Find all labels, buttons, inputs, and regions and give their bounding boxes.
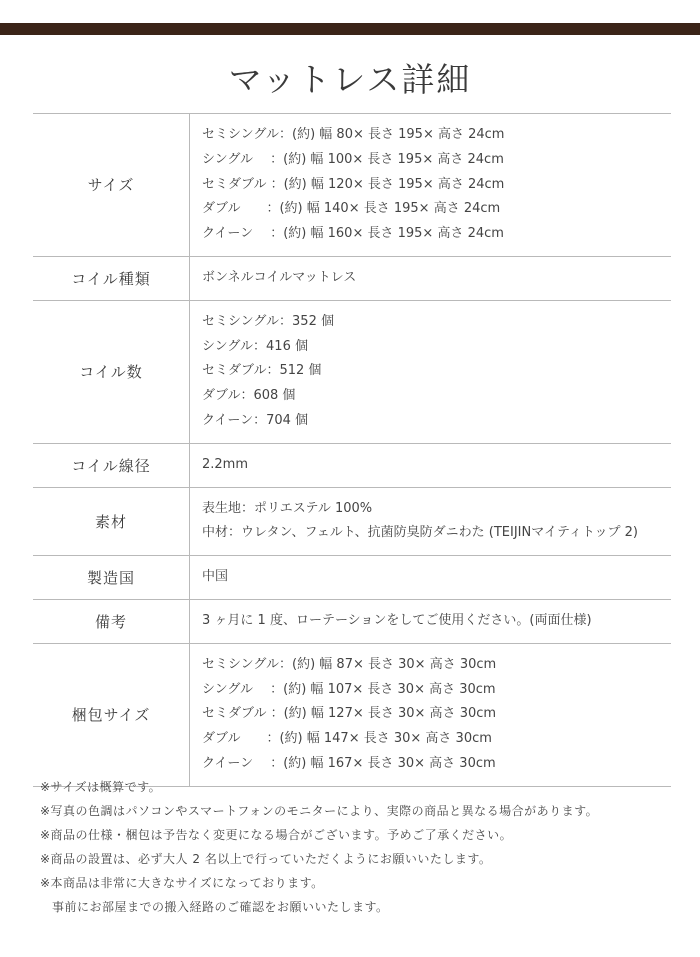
note-line: ※商品の仕様・梱包は予告なく変更になる場合がございます。予めご了承ください。 bbox=[40, 828, 513, 842]
spec-value bbox=[190, 643, 672, 786]
spec-value-line: クイーン：704 個 bbox=[202, 412, 309, 428]
note-line: 事前にお部屋までの搬入経路のご確認をお願いいたします。 bbox=[52, 900, 389, 914]
spec-value bbox=[190, 300, 672, 443]
spec-label: 梱包サイズ bbox=[33, 643, 190, 786]
spec-value-line: セミシングル：352 個 bbox=[202, 313, 334, 329]
spec-value-line: セミシングル：(約) 幅 80× 長さ 195× 高さ 24cm bbox=[202, 127, 505, 142]
spec-label: コイル線径 bbox=[33, 443, 190, 487]
spec-row bbox=[33, 443, 671, 487]
spec-label: サイズ bbox=[33, 114, 190, 257]
note-line: ※写真の色調はパソコンやスマートフォンのモニターにより、実際の商品と異なる場合があります。 bbox=[40, 804, 599, 818]
note-line: ※本商品は非常に大きなサイズになっております。 bbox=[40, 876, 324, 890]
spec-value-line: セミダブル ：(約) 幅 127× 長さ 30× 高さ 30cm bbox=[202, 706, 497, 722]
spec-value-line: ボンネルコイルマットレス bbox=[202, 269, 357, 285]
spec-table-body bbox=[33, 114, 671, 787]
spec-value-line: クイーン ：(約) 幅 160× 長さ 195× 高さ 24cm bbox=[202, 226, 504, 242]
spec-value bbox=[190, 114, 672, 257]
spec-value bbox=[190, 256, 672, 300]
spec-value-line: 中国 bbox=[202, 569, 229, 585]
spec-value-line: 表生地：ポリエステル 100% bbox=[202, 500, 373, 516]
spec-value-line: 中材：ウレタン、フェルト、抗菌防臭防ダニわた (TEIJINマイティトップ 2) bbox=[202, 525, 638, 541]
notes-list bbox=[40, 775, 680, 919]
spec-value-line: 3 ヶ月に 1 度、ローテーションをしてご使用ください。(両面仕様) bbox=[202, 612, 592, 628]
top-decorative-bar bbox=[0, 23, 700, 35]
spec-row bbox=[33, 256, 671, 300]
spec-label: コイル数 bbox=[33, 300, 190, 443]
spec-value-line: 2.2mm bbox=[202, 456, 249, 472]
spec-row bbox=[33, 487, 671, 556]
spec-value-line: シングル ：(約) 幅 100× 長さ 195× 高さ 24cm bbox=[202, 151, 504, 167]
spec-row bbox=[33, 599, 671, 643]
spec-row bbox=[33, 643, 671, 786]
spec-value-line: セミダブル：512 個 bbox=[202, 363, 322, 379]
spec-value-line: セミシングル：(約) 幅 87× 長さ 30× 高さ 30cm bbox=[202, 656, 497, 672]
note-line: ※サイズは概算です。 bbox=[40, 780, 162, 794]
spec-value-line: ダブル ：(約) 幅 140× 長さ 195× 高さ 24cm bbox=[202, 201, 501, 217]
spec-label: コイル種類 bbox=[33, 256, 190, 300]
spec-label: 製造国 bbox=[33, 556, 190, 600]
note-line: ※商品の設置は、必ず大人 2 名以上で行っていただくようにお願いいたします。 bbox=[40, 852, 492, 866]
spec-label: 素材 bbox=[33, 487, 190, 556]
spec-value-line: ダブル ：(約) 幅 147× 長さ 30× 高さ 30cm bbox=[202, 731, 492, 747]
spec-table bbox=[33, 113, 671, 787]
spec-value-line: クイーン ：(約) 幅 167× 長さ 30× 高さ 30cm bbox=[202, 755, 496, 771]
spec-value bbox=[190, 443, 672, 487]
spec-row bbox=[33, 556, 671, 600]
page-title: マットレス詳細 bbox=[228, 60, 472, 99]
spec-label: 備考 bbox=[33, 599, 190, 643]
spec-value bbox=[190, 487, 672, 556]
spec-row bbox=[33, 114, 671, 257]
spec-value bbox=[190, 556, 672, 600]
spec-value-line: シングル ：(約) 幅 107× 長さ 30× 高さ 30cm bbox=[202, 681, 496, 697]
spec-value-line: シングル：416 個 bbox=[202, 338, 308, 354]
spec-value-line: ダブル：608 個 bbox=[202, 388, 296, 404]
spec-value-line: セミダブル ：(約) 幅 120× 長さ 195× 高さ 24cm bbox=[202, 176, 505, 192]
spec-row bbox=[33, 300, 671, 443]
spec-value bbox=[190, 599, 672, 643]
